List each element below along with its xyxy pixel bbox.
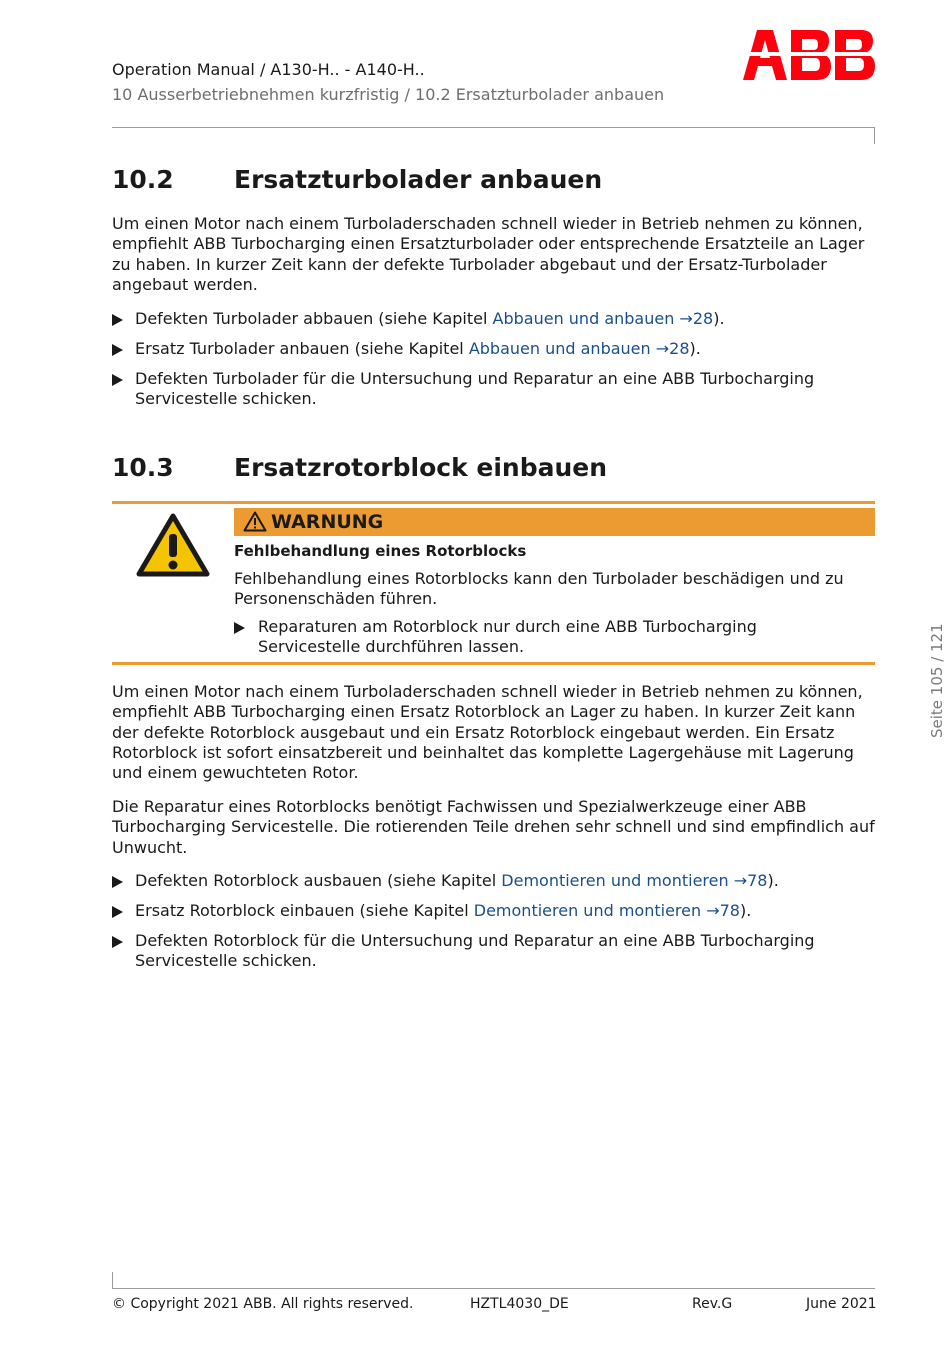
warning-label: WARNUNG xyxy=(271,511,384,533)
list-item xyxy=(112,369,875,410)
bullet-text: Defekten Rotorblock für die Untersuchung und Reparatur an eine ABB Turbocharging Servicestelle schicken. xyxy=(135,931,815,971)
bullet-text-end: ). xyxy=(739,901,752,920)
bullet-text: Defekten Turbolader für die Untersuchung und Reparatur an eine ABB Turbocharging Servicestelle schicken. xyxy=(135,369,815,409)
footer-doc-id: HZTL4030_DE xyxy=(470,1296,569,1312)
section-title: Ersatzturbolader anbauen xyxy=(234,165,603,194)
section-10-3-paragraph-1: Um einen Motor nach einem Turboladerschaden schnell wieder in Betrieb nehmen zu können, empfiehlt ABB Turbocharging einen Ersatz Rotorblock an Lager zu haben. In kurzer Zeit kann der defekte Rotorblock ausgebaut und ein Ersatz Rotorblock eingebaut werden. Ein Ersatz Rotorblock ist sofort einsatzbereit und beinhaltet das komplette Lagergehäuse mit Lagerung und einem gewuchteten Rotor. xyxy=(112,682,863,783)
footer-rule-tick xyxy=(112,1272,113,1289)
chapter-link[interactable]: Abbauen und anbauen →28 xyxy=(468,339,690,358)
footer-date: June 2021 xyxy=(806,1296,877,1312)
warning-top-rule xyxy=(112,501,875,504)
footer-copyright: © Copyright 2021 ABB. All rights reserved. xyxy=(112,1296,414,1312)
bullet-text-end: ). xyxy=(713,309,725,328)
list-item xyxy=(112,309,875,329)
warning-banner xyxy=(234,508,875,536)
document-title: Operation Manual / A130-H.. - A140-H.. xyxy=(112,60,425,79)
page-indicator: Seite 105 / 121 xyxy=(928,623,946,738)
bullet-text: Ersatz Turbolader anbauen (siehe Kapitel xyxy=(135,339,469,358)
section-heading-10-3 xyxy=(112,453,875,485)
warning-bullet-text: Reparaturen am Rotorblock nur durch eine ABB Turbocharging Servicestelle durchführen lassen. xyxy=(258,617,757,657)
bullet-arrow-icon xyxy=(112,906,123,918)
warning-small-icon xyxy=(243,511,267,532)
list-item xyxy=(112,339,875,359)
chapter-link[interactable]: Demontieren und montieren →78 xyxy=(501,871,768,890)
bullet-text-end: ). xyxy=(767,871,779,890)
warning-triangle-icon xyxy=(136,513,210,577)
bullet-arrow-icon xyxy=(112,876,123,888)
list-item xyxy=(112,901,875,921)
section-10-3-paragraph-2: Die Reparatur eines Rotorblocks benötigt Fachwissen und Spezialwerkzeuge einer ABB Turbocharging Servicestelle. Die rotierenden Teile drehen sehr schnell und sind empfindlich auf Unwucht. xyxy=(112,797,875,857)
footer-revision: Rev.G xyxy=(692,1296,733,1312)
warning-heading: Fehlbehandlung eines Rotorblocks xyxy=(234,542,527,560)
list-item xyxy=(112,871,875,891)
chapter-link[interactable]: Demontieren und montieren →78 xyxy=(473,901,740,920)
bullet-arrow-icon xyxy=(112,936,123,948)
list-item xyxy=(112,931,875,972)
bullet-text: Defekten Turbolader abbauen (siehe Kapitel xyxy=(135,309,493,328)
section-10-2-paragraph: Um einen Motor nach einem Turboladerschaden schnell wieder in Betrieb nehmen zu können, empfiehlt ABB Turbocharging einen Ersatzturbolader oder entsprechende Ersatzteile an Lager zu haben. In kurzer Zeit kann der defekte Turbolader abgebaut und der Ersatz-Turbolader angebaut werden. xyxy=(112,214,865,294)
header-rule xyxy=(112,127,875,128)
section-number: 10.3 xyxy=(112,453,174,482)
bullet-text: Ersatz Rotorblock einbauen (siehe Kapitel xyxy=(135,901,474,920)
footer-rule xyxy=(112,1288,875,1289)
chapter-link[interactable]: Abbauen und anbauen →28 xyxy=(492,309,714,328)
section-number: 10.2 xyxy=(112,165,174,194)
header-rule-tick xyxy=(874,127,875,144)
warning-list-item xyxy=(234,617,854,658)
breadcrumb: 10 Ausserbetriebnehmen kurzfristig / 10.2 Ersatzturbolader anbauen xyxy=(112,85,665,104)
bullet-text: Defekten Rotorblock ausbauen (siehe Kapitel xyxy=(135,871,502,890)
bullet-arrow-icon xyxy=(112,314,123,326)
warning-bottom-rule xyxy=(112,662,875,665)
bullet-arrow-icon xyxy=(112,374,123,386)
abb-logo xyxy=(743,28,875,80)
bullet-text-end: ). xyxy=(689,339,701,358)
bullet-arrow-icon xyxy=(234,622,245,634)
bullet-arrow-icon xyxy=(112,344,123,356)
warning-text: Fehlbehandlung eines Rotorblocks kann den Turbolader beschädigen und zu Personenschäden führen. xyxy=(234,569,844,609)
section-heading-10-2 xyxy=(112,165,875,197)
section-title: Ersatzrotorblock einbauen xyxy=(234,453,608,482)
